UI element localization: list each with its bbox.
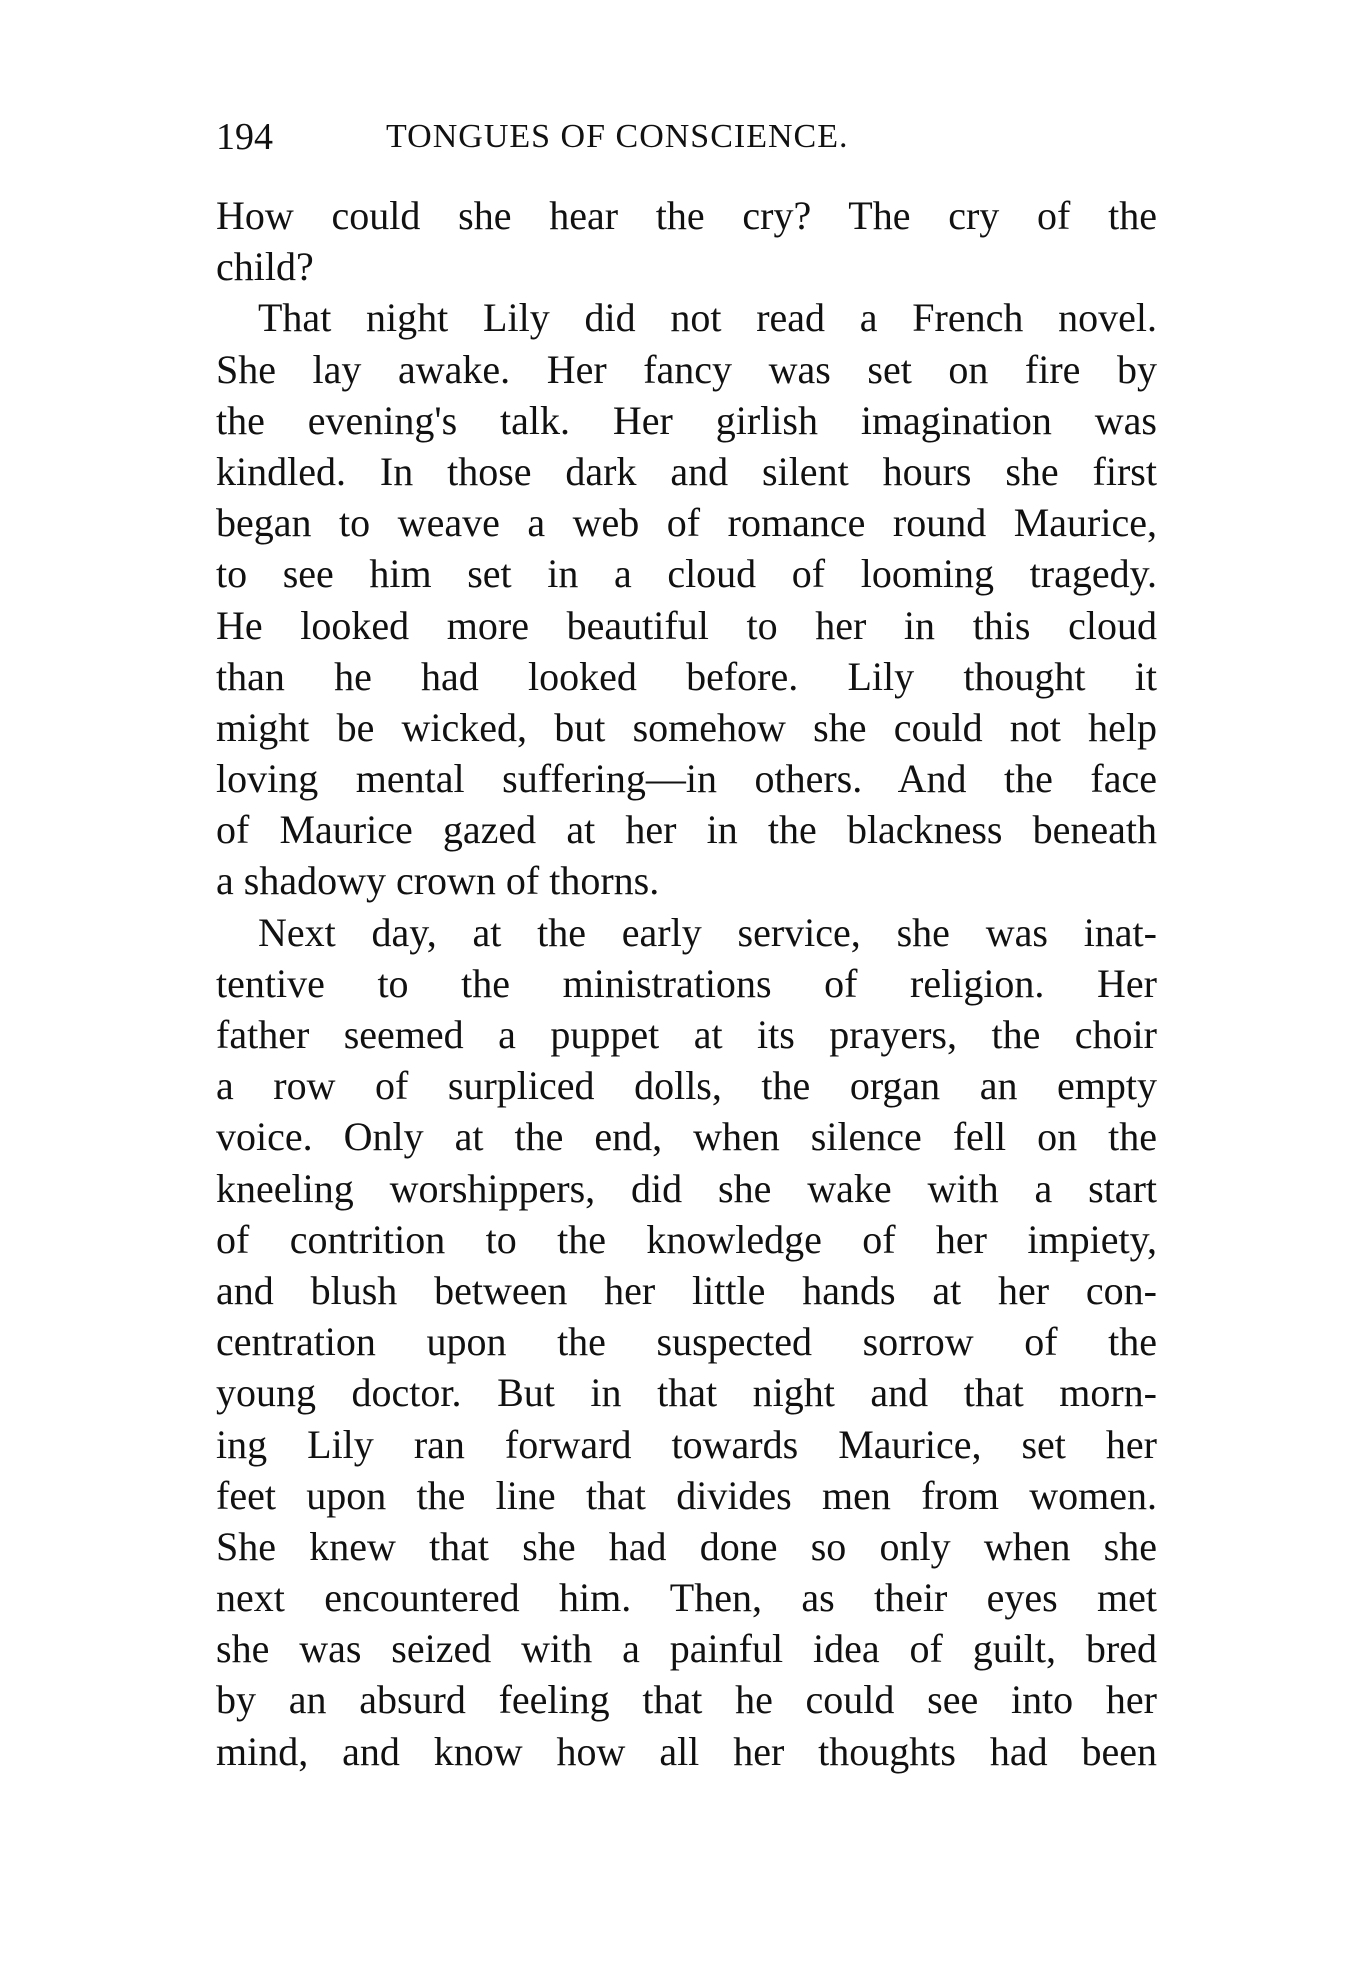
text-line: How could she hear the cry? The cry of the (216, 193, 1157, 238)
text-line: She knew that she had done so only when she (216, 1523, 1157, 1569)
text-line: child? (216, 244, 314, 290)
text-line: a shadowy crown of thorns. (216, 858, 660, 904)
text-line: mind, and know how all her thoughts had been (216, 1728, 1157, 1774)
text-line: by an absurd feeling that he could see into her (216, 1677, 1157, 1723)
text-line: loving mental suffering—in others. And the face (216, 756, 1157, 802)
text-line: a row of surpliced dolls, the organ an empty (216, 1063, 1157, 1109)
text-line: might be wicked, but somehow she could not help (216, 704, 1157, 750)
text-line: He looked more beautiful to her in this cloud (216, 602, 1157, 648)
text-line: She lay awake. Her fancy was set on fire by (216, 346, 1157, 392)
text-line: tentive to the ministrations of religion. Her (216, 960, 1157, 1006)
text-line: next encountered him. Then, as their eyes met (216, 1575, 1157, 1621)
text-line: Next day, at the early service, she was inat- (258, 909, 1157, 955)
text-line: of Maurice gazed at her in the blackness beneath (216, 807, 1157, 853)
text-line: she was seized with a painful idea of guilt, bred (216, 1626, 1157, 1672)
page-body-text (216, 190, 1157, 1777)
text-line: father seemed a puppet at its prayers, the choir (216, 1012, 1157, 1057)
text-line: That night Lily did not read a French novel. (258, 295, 1157, 341)
text-line: young doctor. But in that night and that morn- (216, 1370, 1157, 1416)
text-line: the evening's talk. Her girlish imagination was (216, 397, 1157, 443)
page-number: 194 (216, 116, 273, 158)
text-line: kindled. In those dark and silent hours she first (216, 448, 1157, 494)
running-header (216, 112, 1016, 162)
text-line: centration upon the suspected sorrow of the (216, 1319, 1157, 1365)
text-line: than he had looked before. Lily thought it (216, 653, 1157, 699)
text-line: feet upon the line that divides men from women. (216, 1472, 1157, 1518)
text-line: to see him set in a cloud of looming tragedy. (216, 551, 1157, 597)
text-line: ing Lily ran forward towards Maurice, set her (216, 1421, 1157, 1467)
text-line: began to weave a web of romance round Maurice, (216, 500, 1157, 546)
running-title: TONGUES OF CONSCIENCE. (386, 118, 849, 155)
text-line: of contrition to the knowledge of her impiety, (216, 1216, 1157, 1262)
text-line: voice. Only at the end, when silence fell on the (216, 1114, 1157, 1160)
text-line: and blush between her little hands at her con- (216, 1267, 1157, 1313)
text-line: kneeling worshippers, did she wake with a start (216, 1165, 1157, 1211)
